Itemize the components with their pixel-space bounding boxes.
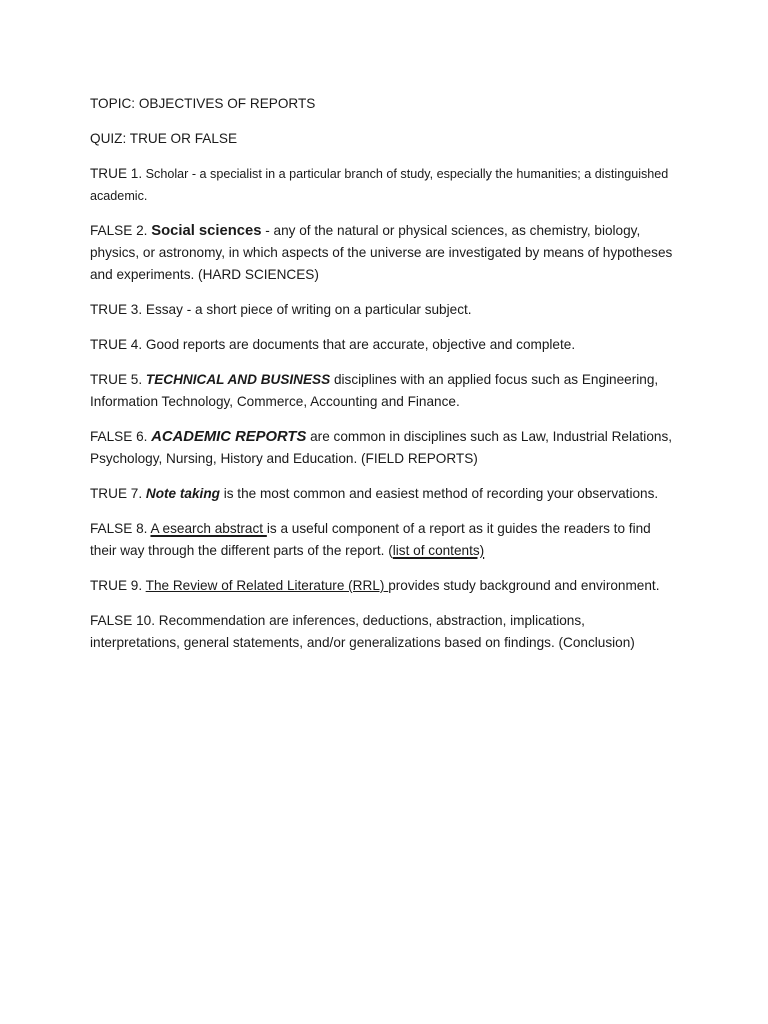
item-text: Scholar - a specialist in a particular branch of study, especially the humanities; a distinguished academic. — [90, 167, 669, 203]
item-prefix: TRUE 1. — [90, 166, 143, 181]
item-prefix: FALSE 10. — [90, 613, 155, 628]
item-text: Recommendation are inferences, deductions, abstraction, implications, interpretations, general statements, and/or generalizations based on findings. (Conclusion) — [90, 613, 635, 650]
item-prefix: TRUE 5. — [90, 372, 143, 387]
item-text: - any of the natural or physical sciences, as chemistry, biology, physics, or astronomy, in which aspects of the universe are investigated by means of hypotheses and experiments. (HARD SCIENCES) — [90, 223, 673, 282]
item-term: Note taking — [145, 486, 220, 501]
item-term: ACADEMIC REPORTS — [151, 429, 307, 445]
quiz-item-1 — [90, 163, 675, 207]
quiz-item-3 — [90, 299, 675, 321]
quiz-item-4 — [90, 334, 675, 356]
item-prefix: TRUE 9. — [90, 578, 143, 593]
item-text: Essay - a short piece of writing on a particular subject. — [142, 302, 472, 317]
topic-heading: TOPIC: OBJECTIVES OF REPORTS — [90, 96, 316, 111]
item-term: The Review of Related Literature (RRL) — [145, 578, 389, 593]
document-page — [90, 93, 675, 667]
item-prefix: TRUE 4. — [90, 337, 143, 352]
item-term: A esearch abstract — [150, 521, 267, 536]
quiz-item-10 — [90, 610, 675, 654]
item-term: Social sciences — [151, 223, 262, 239]
item-term: TECHNICAL AND BUSINESS — [145, 372, 331, 387]
quiz-item-6 — [90, 426, 675, 470]
item-prefix: FALSE 8. — [90, 521, 148, 536]
quiz-item-5 — [90, 369, 675, 413]
quiz-item-9 — [90, 575, 675, 597]
item-prefix: FALSE 6. — [90, 429, 148, 444]
item-prefix: TRUE 3. — [90, 302, 143, 317]
item-text: is the most common and easiest method of recording your observations. — [219, 486, 659, 501]
quiz-heading: QUIZ: TRUE OR FALSE — [90, 131, 238, 146]
item-text: disciplines with an applied focus such as Engineering, Information Technology, Commerce, Accounting and Finance. — [90, 372, 659, 409]
item-text: Good reports are documents that are accurate, objective and complete. — [142, 337, 576, 352]
item-text: are common in disciplines such as Law, Industrial Relations, Psychology, Nursing, History and Education. (FIELD REPORTS) — [90, 429, 673, 466]
item-text: is a useful component of a report as it guides the readers to find their way through the different parts of the report. ( — [90, 521, 651, 558]
quiz-item-8 — [90, 518, 675, 562]
quiz-item-2 — [90, 220, 675, 286]
item-correction: list of contents) — [392, 543, 485, 558]
item-text: provides study background and environment. — [388, 578, 660, 593]
item-prefix: TRUE 7. — [90, 486, 143, 501]
quiz-item-7 — [90, 483, 675, 505]
item-prefix: FALSE 2. — [90, 223, 148, 238]
